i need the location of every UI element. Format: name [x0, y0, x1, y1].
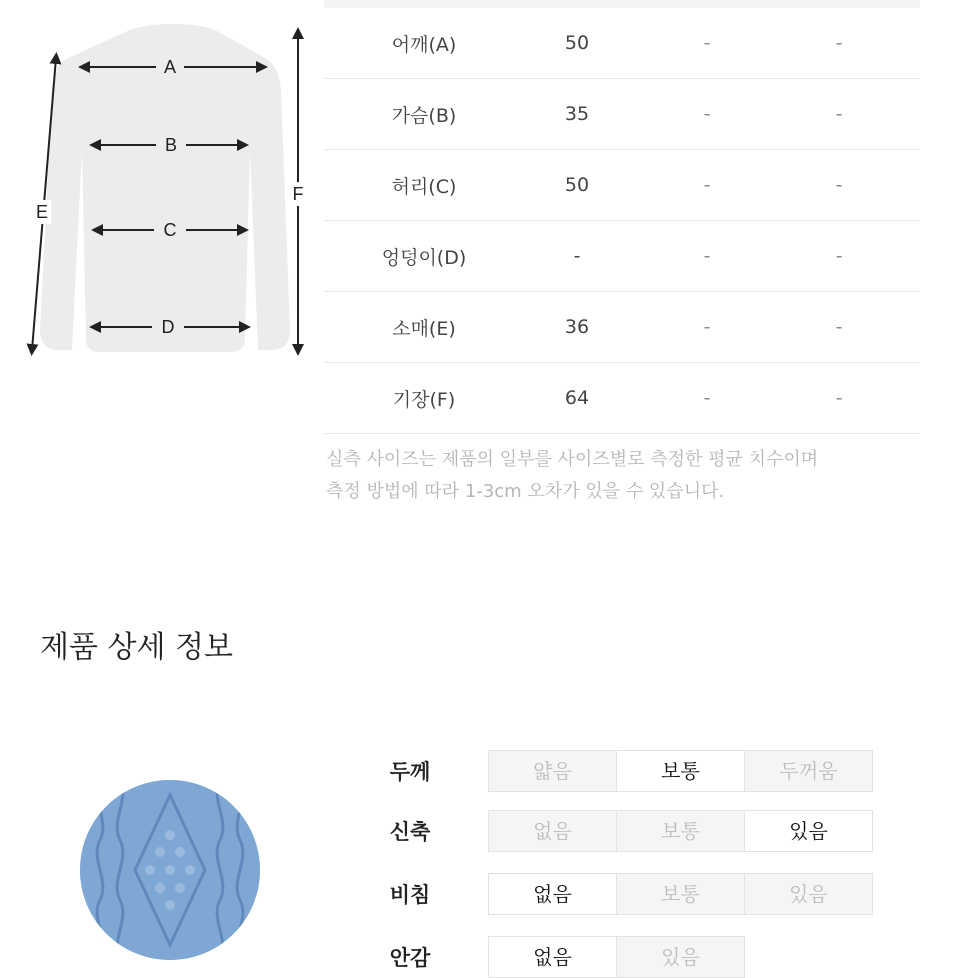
row-value: -	[835, 387, 843, 409]
row-label: 허리(C)	[391, 175, 457, 198]
option-group	[488, 936, 745, 978]
row-value: -	[835, 316, 843, 338]
row-value: -	[703, 387, 711, 409]
attribute-row-stretch	[370, 810, 873, 852]
option-group	[488, 810, 873, 852]
row-value: -	[835, 245, 843, 267]
attribute-row-lining	[370, 936, 745, 978]
row-label: 가슴(B)	[391, 104, 457, 127]
row-value: -	[835, 32, 843, 54]
option: 없음	[489, 811, 617, 851]
row-value: -	[703, 32, 711, 54]
fabric-swatch-image	[80, 780, 260, 960]
row-value: -	[835, 103, 843, 125]
knit-texture-svg	[80, 780, 260, 960]
section-title: 제품 상세 정보	[40, 630, 233, 665]
sweater-diagram-svg	[0, 0, 320, 380]
measurement-note	[326, 444, 926, 508]
row-value: 50	[564, 32, 590, 54]
table-row	[324, 292, 920, 363]
label-a: A	[163, 57, 177, 77]
label-f: F	[292, 184, 304, 204]
table-row	[324, 150, 920, 221]
row-value: -	[703, 103, 711, 125]
row-value: -	[703, 174, 711, 196]
label-c: C	[163, 220, 177, 240]
measurement-diagram	[0, 0, 320, 380]
size-table	[324, 0, 920, 434]
row-value: 36	[564, 316, 590, 338]
row-value: -	[835, 174, 843, 196]
attribute-row-thickness	[370, 750, 873, 792]
option-selected: 없음	[489, 937, 617, 977]
option-group	[488, 873, 873, 915]
row-label: 어깨(A)	[391, 33, 457, 56]
label-b: B	[164, 135, 178, 155]
table-row	[324, 221, 920, 292]
row-label: 소매(E)	[392, 317, 456, 340]
option-selected: 없음	[489, 874, 617, 914]
attribute-label: 신축	[389, 820, 431, 844]
option: 보통	[617, 874, 745, 914]
note-line-1: 실측 사이즈는 제품의 일부를 사이즈별로 측정한 평균 치수이며	[326, 449, 819, 470]
option-group	[488, 750, 873, 792]
row-value: 50	[564, 174, 590, 196]
label-e: E	[35, 202, 49, 222]
table-row	[324, 79, 920, 150]
row-value: -	[703, 245, 711, 267]
row-value: 64	[564, 387, 590, 409]
option: 있음	[661, 945, 700, 969]
row-value: 35	[564, 103, 590, 125]
row-label: 엉덩이(D)	[381, 246, 467, 269]
option-selected: 보통	[617, 751, 745, 791]
table-row	[324, 363, 920, 434]
table-header-bar	[324, 0, 920, 8]
option-selected: 있음	[745, 811, 872, 851]
label-d: D	[161, 317, 175, 337]
row-label: 기장(F)	[392, 388, 456, 411]
attribute-row-sheerness	[370, 873, 873, 915]
note-line-2: 측정 방법에 따라 1-3cm 오차가 있을 수 있습니다.	[326, 481, 725, 502]
attribute-label: 안감	[389, 946, 431, 970]
option: 보통	[617, 811, 745, 851]
table-row	[324, 8, 920, 79]
row-value: -	[573, 245, 581, 267]
attribute-label: 두께	[389, 760, 431, 784]
option: 얇음	[489, 751, 617, 791]
row-value: -	[703, 316, 711, 338]
option: 두꺼움	[779, 759, 838, 783]
option: 있음	[789, 882, 828, 906]
attribute-label: 비침	[389, 883, 431, 907]
